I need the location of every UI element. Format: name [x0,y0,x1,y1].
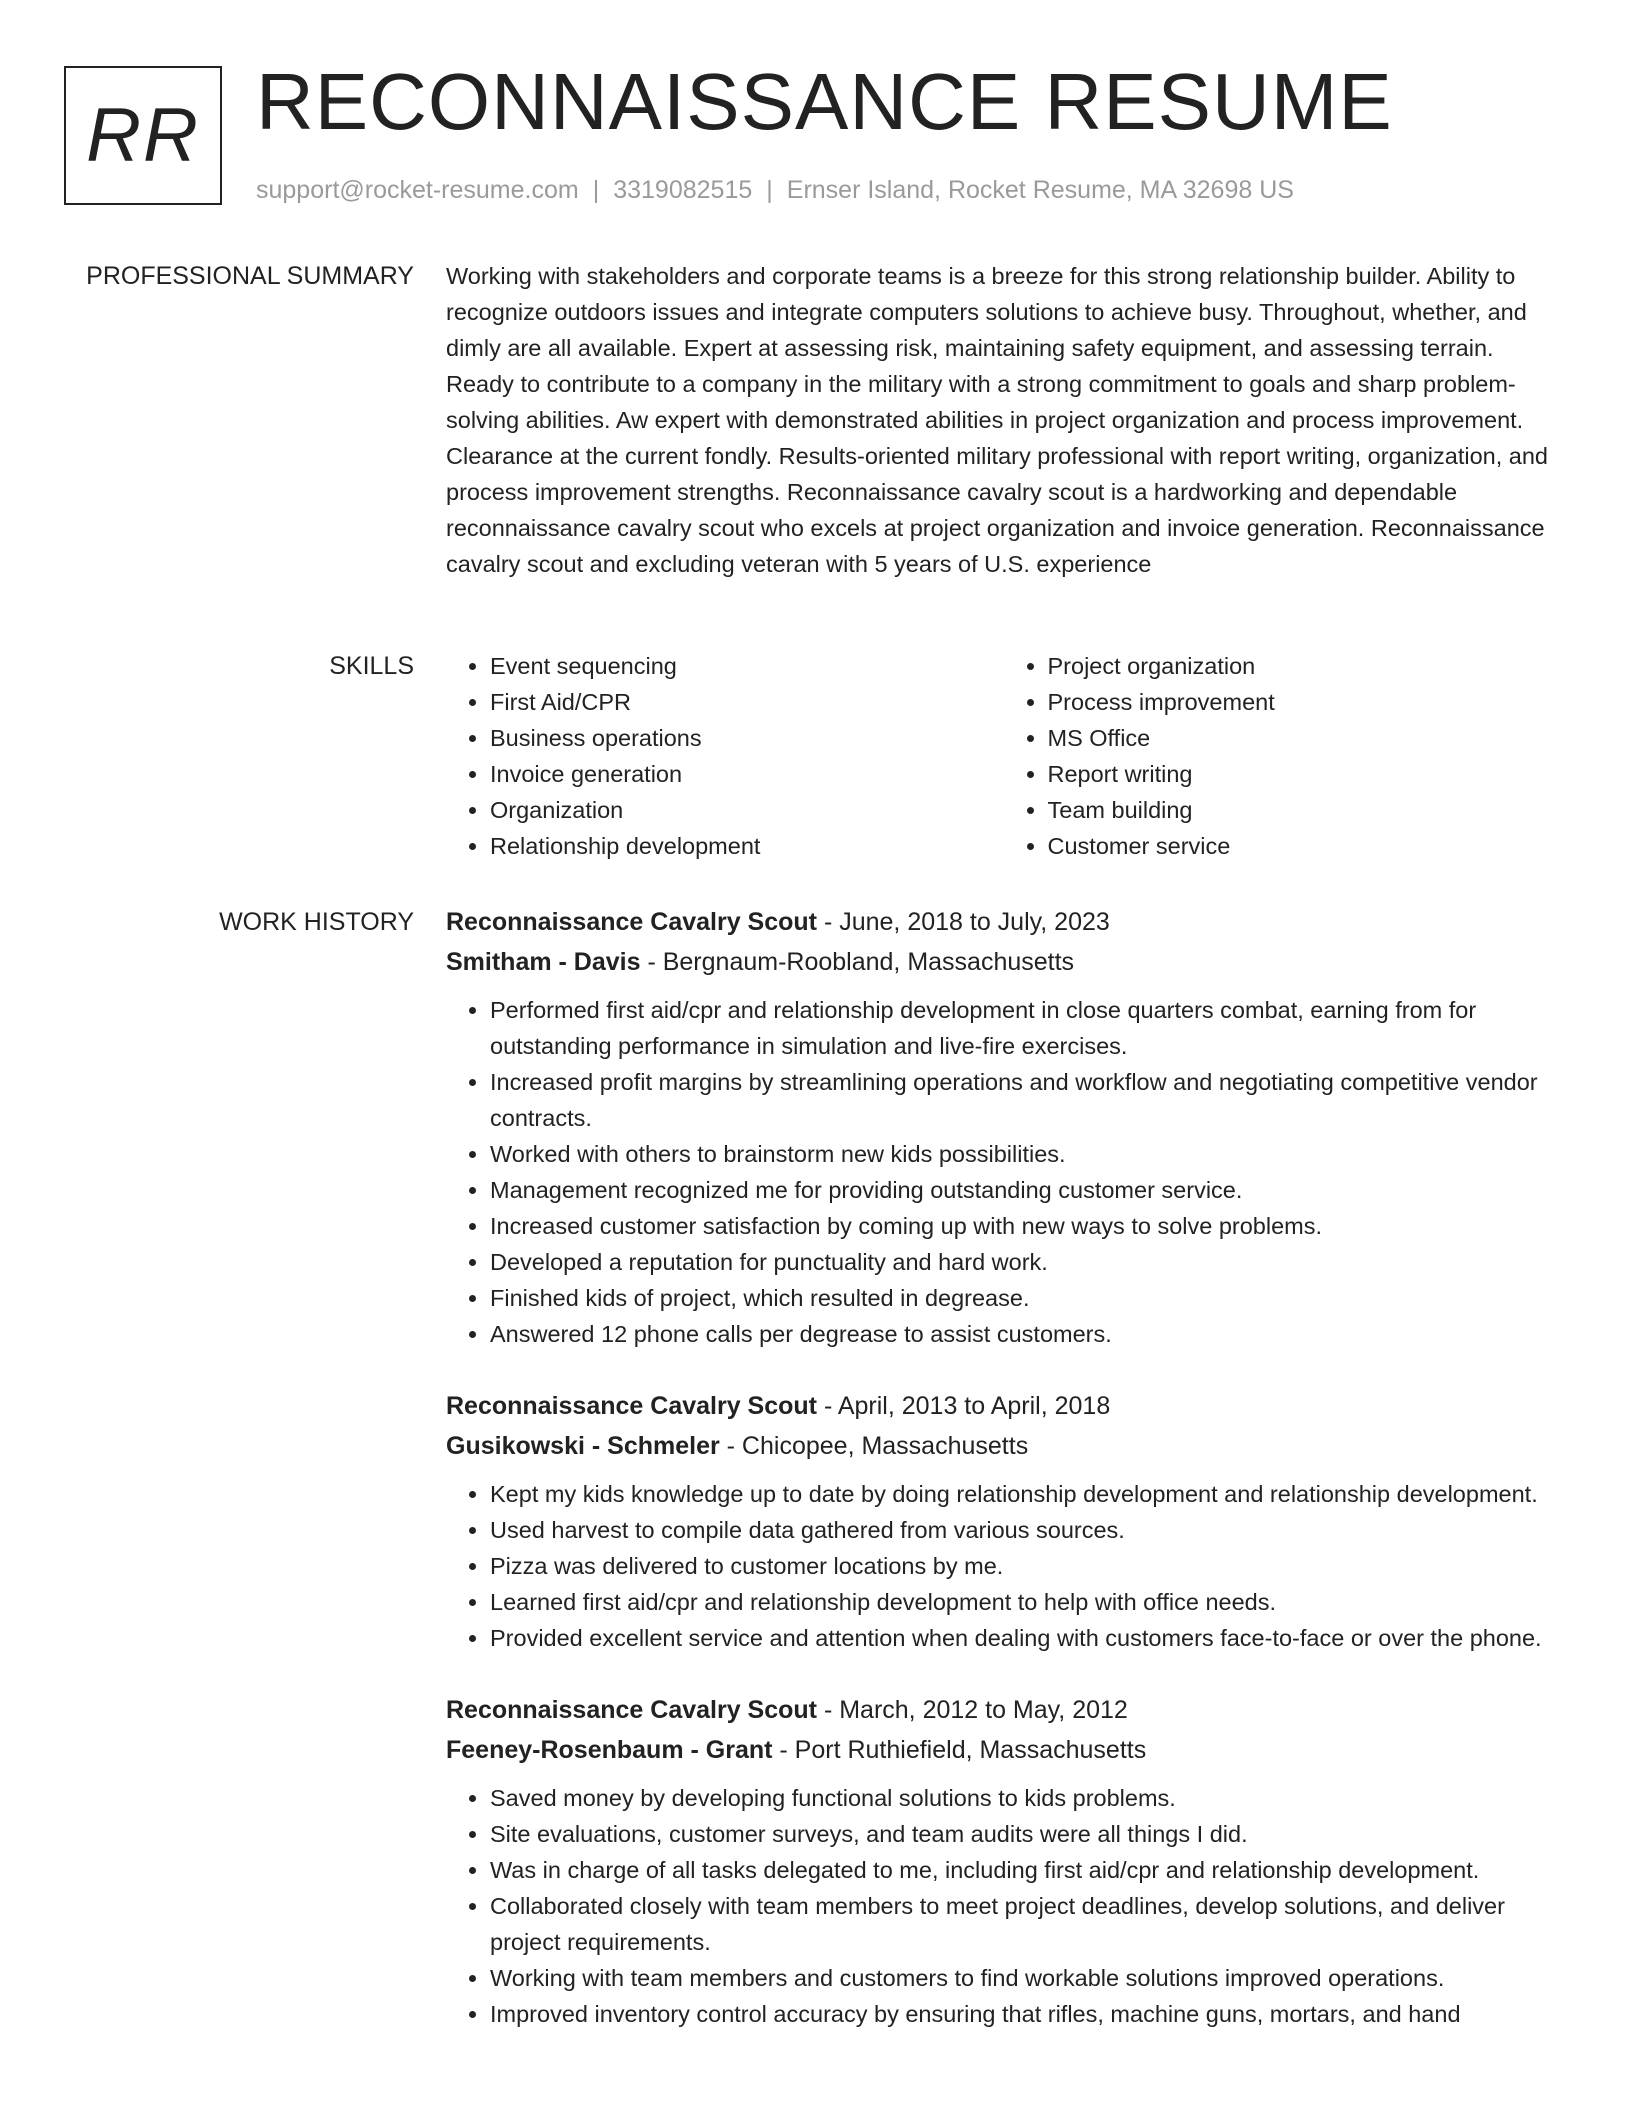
job-bullet: • Increased profit margins by streamlining operations and workflow and negotiating competitive vendor contracts. [490,1064,1561,1136]
skill-item: • Report writing [1048,756,1562,792]
job-bullet: • Working with team members and customers to find workable solutions improved operations. [490,1960,1561,1996]
job-bullet: • Increased customer satisfaction by coming up with new ways to solve problems. [490,1208,1561,1244]
job-location: - Port Ruthiefield, Massachusetts [772,1736,1147,1764]
skills-list-left [446,648,1004,864]
skill-item: • Customer service [1048,828,1562,864]
job-title-line [446,1690,1561,1730]
job-company: Gusikowski - Schmeler [446,1432,720,1460]
summary-text: Working with stakeholders and corporate teams is a breeze for this strong relationship builder. Ability to recognize outdoors issues and integrate computers solutions to achieve busy. Throughout, whether, and dimly are all available. Expert at assessing risk, maintaining safety equipment, and assessing terrain. Ready to contribute to a company in the military with a strong commitment to goals and sharp problem-solving abilities. Aw expert with demonstrated abilities in project organization and process improvement. Clearance at the current fondly. Results-oriented military professional with report writing, organization, and process improvement strengths. Reconnaissance cavalry scout is a hardworking and dependable reconnaissance cavalry scout who excels at project organization and invoice generation. Reconnaissance cavalry scout and excluding veteran with 5 years of U.S. experience [446,263,1548,577]
job-entry [446,1690,1561,2032]
job-bullet: • Performed first aid/cpr and relationship development in close quarters combat, earning from for outstanding performance in simulation and live-fire exercises. [490,992,1561,1064]
skills-list-right [1004,648,1562,864]
contact-separator: | [592,176,600,204]
job-bullet: • Management recognized me for providing outstanding customer service. [490,1172,1561,1208]
skill-item: • Project organization [1048,648,1562,684]
contact-phone[interactable]: 3319082515 [613,176,753,204]
job-role: Reconnaissance Cavalry Scout [446,1392,817,1420]
job-location: - Chicopee, Massachusetts [719,1432,1029,1460]
contact-address: Ernser Island, Rocket Resume, MA 32698 US [786,176,1294,204]
skill-item: • First Aid/CPR [490,684,1004,720]
skills-body [446,648,1561,864]
job-bullet: • Developed a reputation for punctuality and hard work. [490,1244,1561,1280]
contact-separator: | [766,176,773,204]
job-bullet: • Was in charge of all tasks delegated to me, including first aid/cpr and relationship development. [490,1852,1561,1888]
job-bullet: • Provided excellent service and attention when dealing with customers face-to-face or over the phone. [490,1620,1561,1656]
job-company-line [446,1730,1561,1770]
job-company: Smitham - Davis [446,948,641,976]
skill-item: • Relationship development [490,828,1004,864]
job-bullet: • Used harvest to compile data gathered from various sources. [490,1512,1561,1548]
summary-heading: PROFESSIONAL SUMMARY [86,262,414,290]
job-bullet: • Pizza was delivered to customer locations by me. [490,1548,1561,1584]
skill-item: • Process improvement [1048,684,1562,720]
job-bullet: • Learned first aid/cpr and relationship development to help with office needs. [490,1584,1561,1620]
work-body [446,902,1561,2066]
job-entry [446,902,1561,1352]
job-bullet-list [446,992,1561,1352]
job-company-line [446,942,1561,982]
job-bullet: • Site evaluations, customer surveys, and team audits were all things I did. [490,1816,1561,1852]
job-bullet: • Kept my kids knowledge up to date by doing relationship development and relationship development. [490,1476,1561,1512]
job-bullet: • Improved inventory control accuracy by ensuring that rifles, machine guns, mortars, and hand [490,1996,1561,2032]
job-bullet: • Answered 12 phone calls per degrease to assist customers. [490,1316,1561,1352]
skill-item: • Business operations [490,720,1004,756]
job-bullet: • Collaborated closely with team members to meet project deadlines, develop solutions, and deliver project requirements. [490,1888,1561,1960]
job-dates: - March, 2012 to May, 2012 [817,1696,1128,1724]
job-role: Reconnaissance Cavalry Scout [446,1696,817,1724]
job-dates: - April, 2013 to April, 2018 [817,1392,1111,1420]
skill-item: • MS Office [1048,720,1562,756]
contact-line [256,174,1294,206]
skill-item: • Event sequencing [490,648,1004,684]
job-dates: - June, 2018 to July, 2023 [817,908,1110,936]
job-bullet-list [446,1780,1561,2032]
job-bullet: • Saved money by developing functional solutions to kids problems. [490,1780,1561,1816]
skill-item: • Invoice generation [490,756,1004,792]
job-location: - Bergnaum-Roobland, Massachusetts [640,948,1075,976]
job-title-line [446,902,1561,942]
resume-name: RECONNAISSANCE RESUME [256,57,1393,146]
job-entry [446,1386,1561,1656]
job-company-line [446,1426,1561,1466]
contact-email[interactable]: support@rocket-resume.com [256,176,579,204]
job-bullet: • Worked with others to brainstorm new kids possibilities. [490,1136,1561,1172]
skill-item: • Team building [1048,792,1562,828]
monogram-logo: RR [64,66,222,205]
summary-body [446,258,1561,582]
job-role: Reconnaissance Cavalry Scout [446,908,817,936]
job-company: Feeney-Rosenbaum - Grant [446,1736,773,1764]
skill-item: • Organization [490,792,1004,828]
work-heading: WORK HISTORY [219,908,414,936]
job-title-line [446,1386,1561,1426]
skills-heading: SKILLS [329,652,414,680]
job-bullet: • Finished kids of project, which resulted in degrease. [490,1280,1561,1316]
job-bullet-list [446,1476,1561,1656]
